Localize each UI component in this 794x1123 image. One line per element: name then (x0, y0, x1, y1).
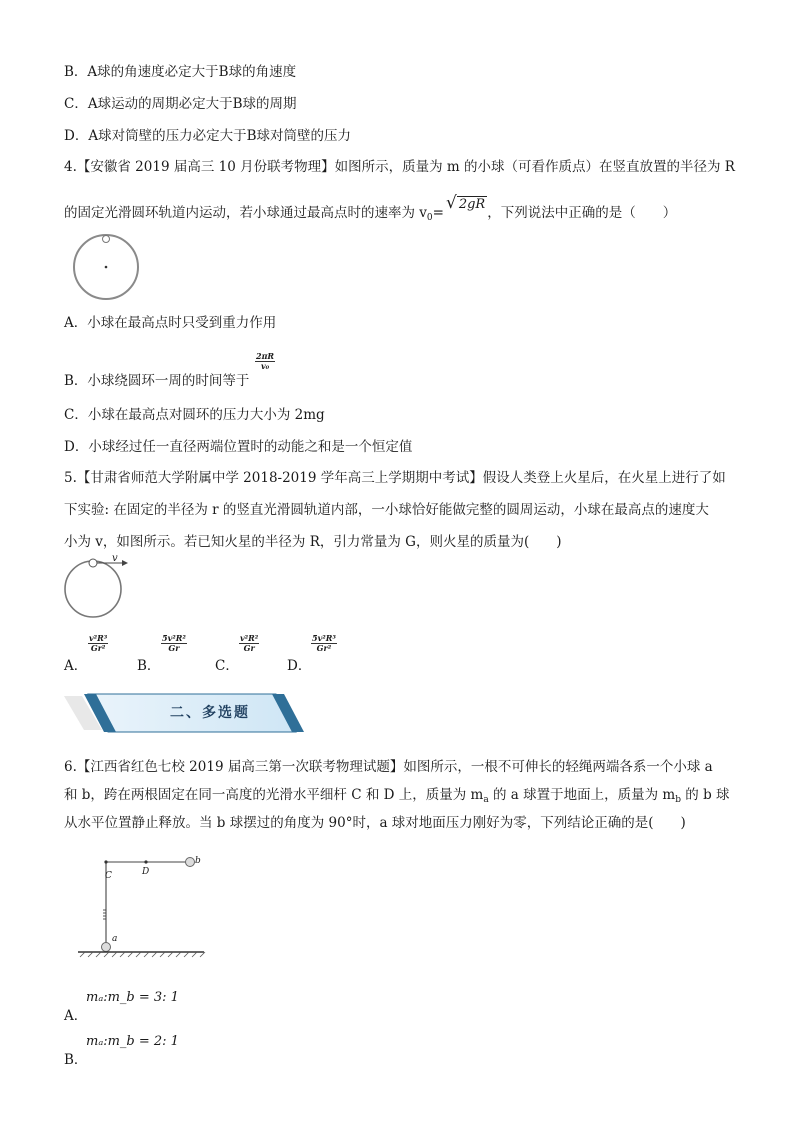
label-b: b (195, 856, 201, 866)
q6-stem-text-2: 的 a 球置于地面上，质量为 m (488, 787, 676, 803)
rod-d (144, 860, 147, 863)
track-ball (89, 559, 97, 567)
q4-option-a: A．小球在最高点时只受到重力作用 (64, 315, 277, 331)
q6-stem-line1: 6.【江西省红色七校 2019 届高三第一次联考物理试题】如图所示，一根不可伸长的轻绳两端各系一个小球 a (64, 759, 713, 775)
ring-ball (103, 236, 110, 243)
q3-option-c: C．A球运动的周期必定大于B球的周期 (64, 96, 297, 112)
option-label: A． (64, 658, 88, 674)
option-fraction (161, 634, 187, 653)
label-c: C (105, 871, 112, 881)
q5-stem-line3: 小为 v，如图所示。若已知火星的半径为 R，引力常量为 G，则火星的质量为( ) (64, 534, 562, 550)
sqrt-content: 2gR (458, 197, 486, 212)
ma-subscript: a (483, 795, 489, 805)
fraction-numerator: 2πR (256, 351, 275, 361)
velocity-label: v (112, 553, 118, 564)
fraction-numerator: 5v²R² (162, 633, 186, 643)
q5-circle-figure (62, 552, 134, 622)
equals-sign: = (432, 205, 444, 221)
q4-stem-line1: 4.【安徽省 2019 届高三 10 月份联考物理】如图所示，质量为 m 的小球（可看作质点）在竖直放置的半径为 R (64, 159, 735, 175)
ground-hatch-icon (80, 952, 205, 957)
q4-stem-tail: ，下列说法中正确的是（ ） (487, 205, 677, 221)
q4-stem-line2 (64, 193, 677, 227)
fraction-denominator: v₀ (260, 361, 270, 371)
fraction-denominator: Gr (168, 643, 180, 653)
ring-center (105, 266, 108, 269)
circular-track (65, 561, 121, 617)
q3-option-b: B．A球的角速度必定大于B球的角速度 (64, 64, 297, 80)
option-label: B． (64, 1052, 88, 1068)
q4-option-d: D．小球经过任一直径两端位置时的动能之和是一个恒定值 (64, 439, 413, 455)
fraction-numerator: v²R² (240, 633, 259, 643)
ball-a (102, 943, 111, 952)
q4-option-b-fraction (255, 352, 275, 371)
option-label: D． (287, 658, 312, 674)
rod-c (104, 860, 107, 863)
ball-b (186, 858, 195, 867)
q4-ring-figure (70, 230, 142, 302)
fraction-denominator: Gr (243, 643, 255, 653)
velocity-arrowhead-icon (122, 560, 128, 566)
q6-stem-text-3: 的 b 球 (681, 787, 730, 803)
q4-stem-text: 的固定光滑圆环轨道内运动，若小球通过最高点时的速率为 v (64, 205, 427, 221)
option-label: C． (215, 658, 239, 674)
label-a: a (112, 934, 118, 944)
mb-subscript: b (675, 795, 681, 805)
option-label: A． (64, 1008, 88, 1024)
fraction-numerator: v²R³ (89, 633, 108, 643)
q4-option-b-text: B．小球绕圆环一周的时间等于 (64, 373, 250, 389)
q3-option-d: D．A球对筒壁的压力必定大于B球对筒壁的压力 (64, 128, 351, 144)
q6-option-b (64, 1034, 264, 1068)
q6-stem-line3: 从水平位置静止释放。当 b 球摆过的角度为 90°时，a 球对地面压力刚好为零，下列结论正确的是( ) (64, 815, 686, 831)
option-label: B． (137, 658, 161, 674)
q6-stem-text: 和 b，跨在两根固定在同一高度的光滑水平细杆 C 和 D 上，质量为 m (64, 787, 484, 803)
v0-subscript: 0 (426, 213, 433, 223)
fraction-denominator: Gr² (316, 643, 332, 653)
option-fraction (239, 634, 259, 653)
q4-option-c: C．小球在最高点对圆环的压力大小为 2mg (64, 407, 325, 423)
q6-option-a (64, 990, 264, 1024)
sqrt-expression (446, 194, 487, 214)
fraction-denominator: Gr² (90, 643, 106, 653)
option-fraction (88, 634, 108, 653)
q6-stem-line2 (64, 786, 730, 809)
option-expression: mₐ:m_b = 2: 1 (86, 1034, 179, 1049)
sqrt-radical-icon: √ (445, 193, 457, 213)
q5-stem-line1: 5.【甘肃省师范大学附属中学 2018-2019 学年高三上学期期中考试】假设人类登上火星后，在火星上进行了如 (64, 470, 726, 486)
option-fraction (311, 634, 337, 653)
fraction-numerator: 5v²R³ (312, 633, 336, 643)
label-d: D (142, 867, 150, 877)
option-expression: mₐ:m_b = 3: 1 (86, 990, 179, 1005)
q5-stem-line2: 下实验: 在固定的半径为 r 的竖直光滑圆轨道内部，一小球恰好能做完整的圆周运动，小球在最高点的速度大 (64, 502, 709, 518)
section-title: 二、多选题 (170, 705, 250, 721)
